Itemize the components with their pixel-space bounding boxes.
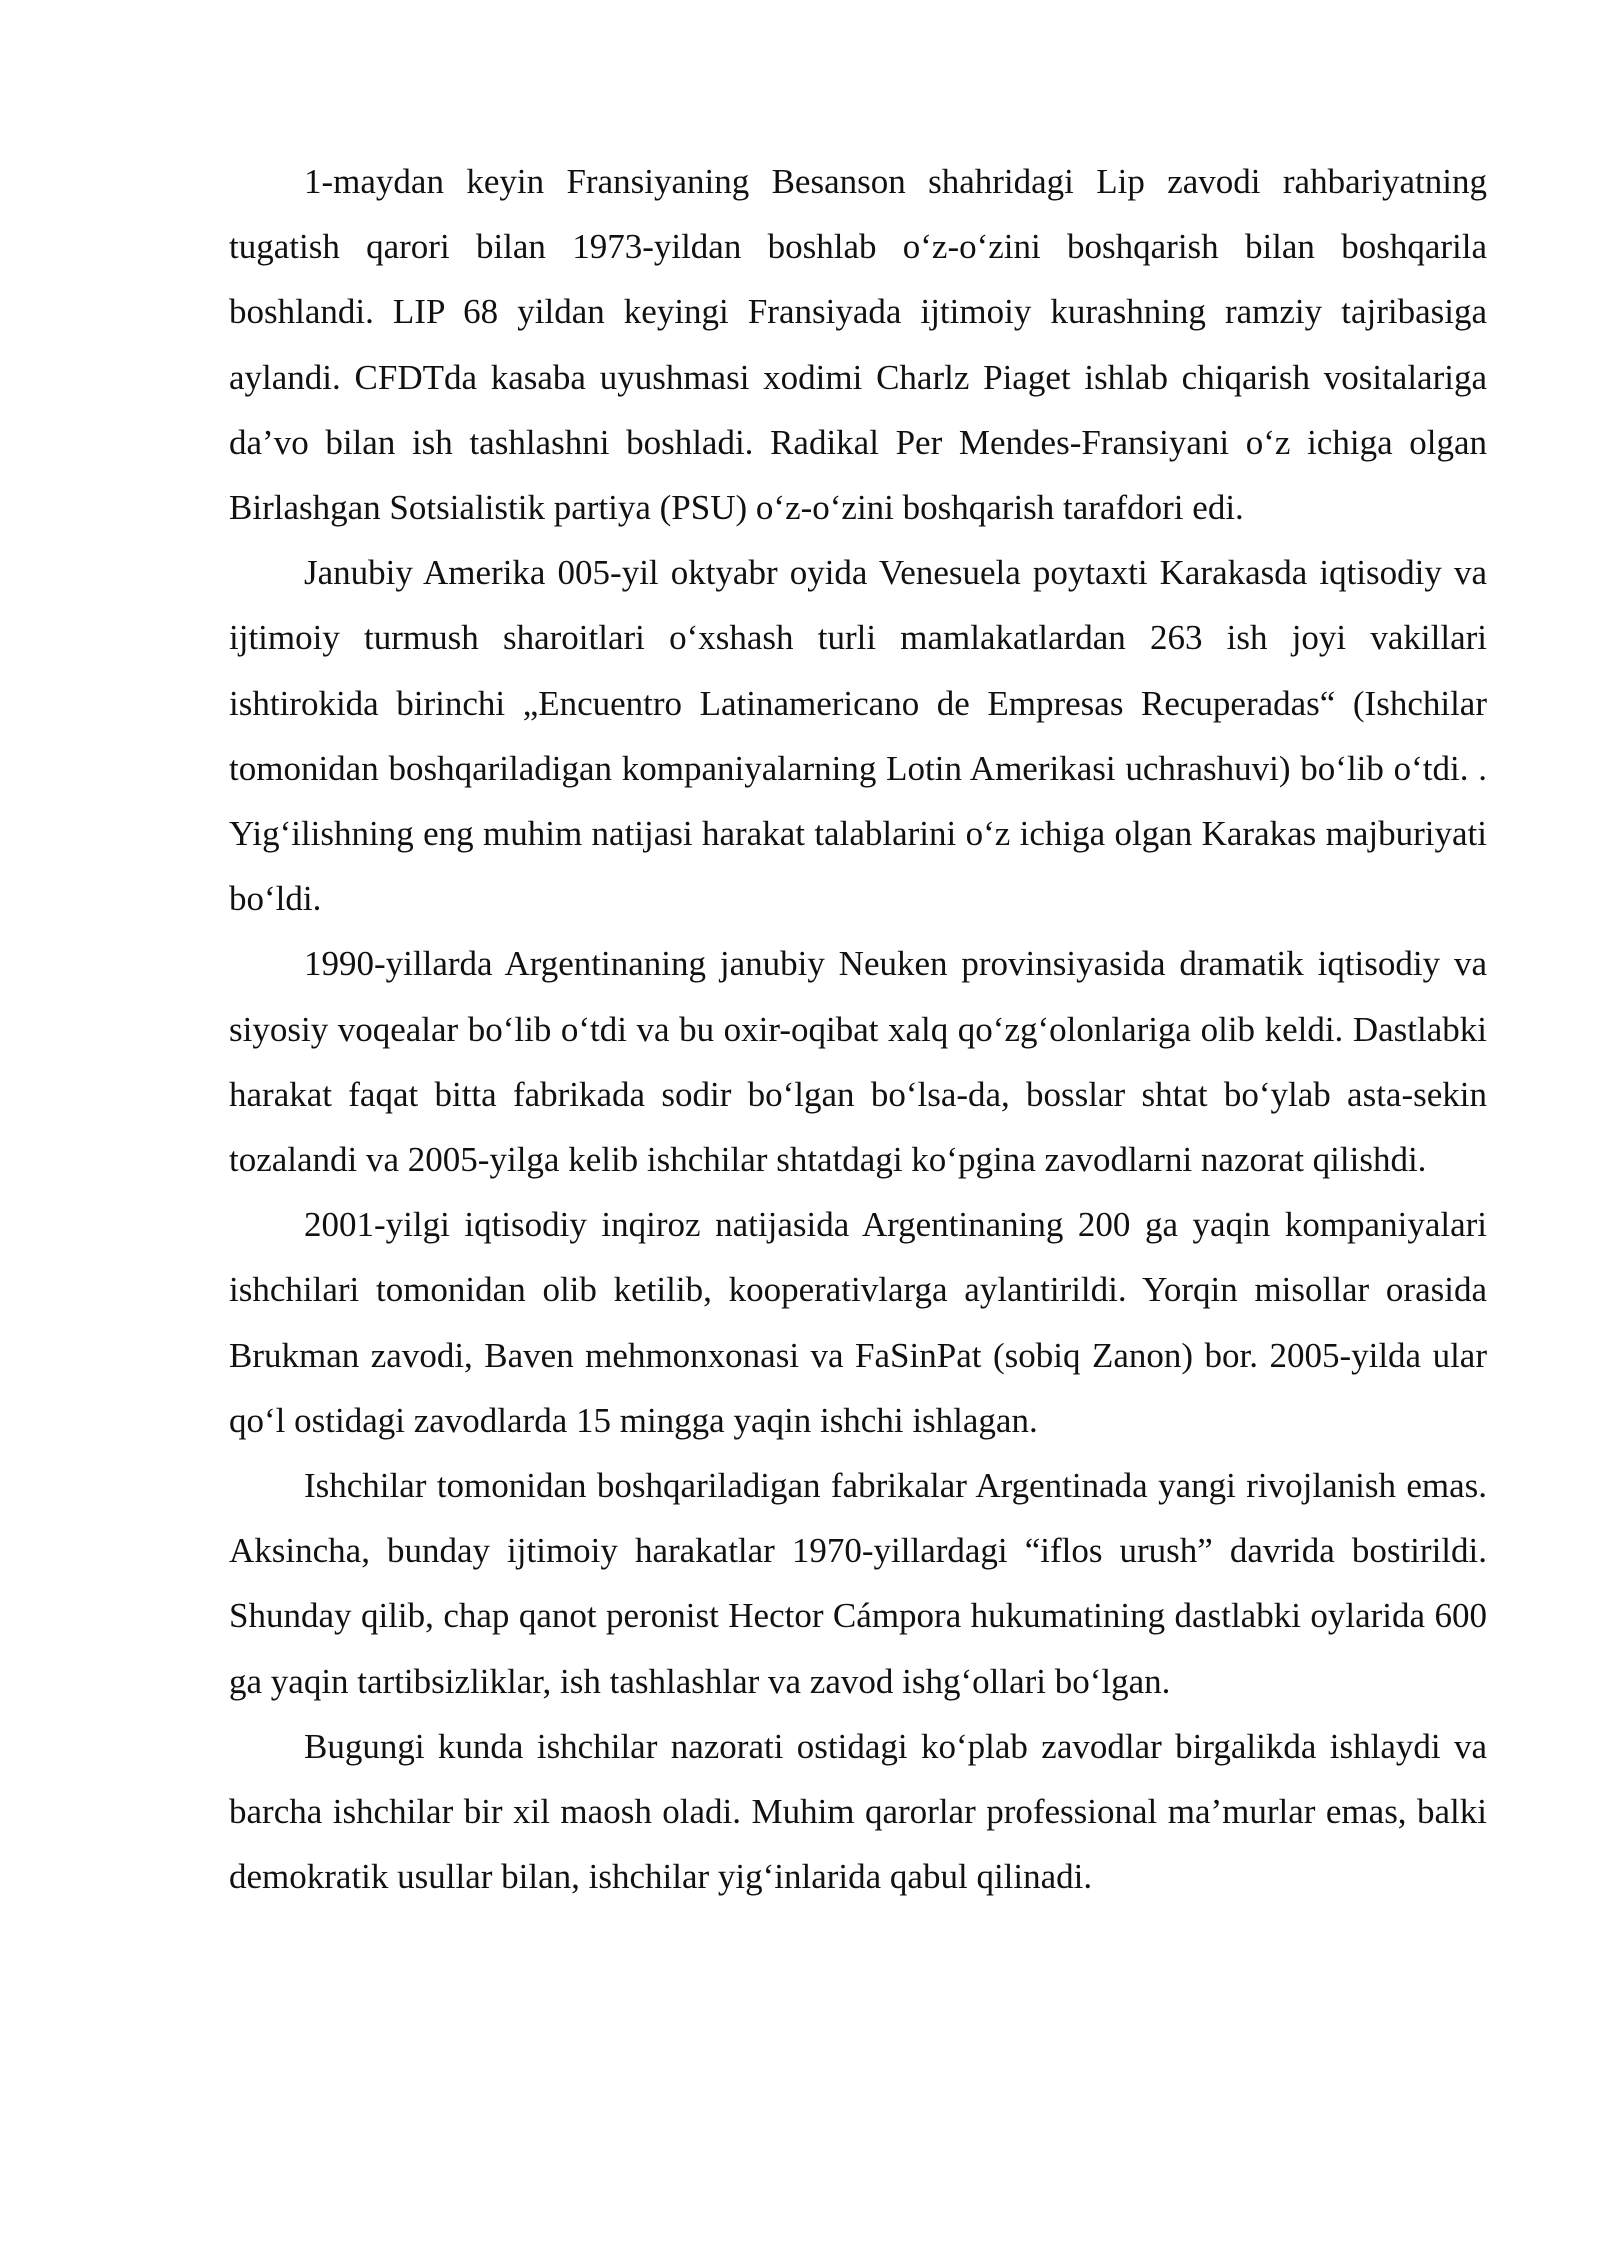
paragraph-worker-control-today: Bugungi kunda ishchilar nazorati ostidagi ko‘plab zavodlar birgalikda ishlaydi va barcha ishchilar bir xil maosh oladi. Muhim qarorlar professional ma’murlar emas, balki demokratik usullar bilan, ishchilar yig‘inlarida qabul qilinadi. xyxy=(229,1726,1487,1897)
paragraph-lip-factory: 1-maydan keyin Fransiyaning Besanson shahridagi Lip zavodi rahbariyatning tugatish qarori bilan 1973-yildan boshlab o‘z-o‘zini boshqarish bilan boshqarila boshlandi. LIP 68 yildan keyingi Fransiyada ijtimoiy kurashning ramziy tajribasiga aylandi. CFDTda kasaba uyushmasi xodimi Charlz Piaget ishlab chiqarish vositalariga da’vo bilan ish tashlashni boshladi. Radikal Per Mendes-Fransiyani o‘z ichiga olgan Birlashgan Sotsialistik partiya (PSU) o‘z-o‘zini boshqarish tarafdori edi. xyxy=(229,162,1487,528)
paragraph-2001-crisis: 2001-yilgi iqtisodiy inqiroz natijasida Argentinaning 200 ga yaqin kompaniyalari ishchilari tomonidan olib ketilib, kooperativlarga aylantirildi. Yorqin misollar orasida Brukman zavodi, Baven mehmonxonasi va FaSinPat (sobiq Zanon) bor. 2005-yilda ular qo‘l ostidagi zavodlarda 15 mingga yaqin ishchi ishlagan. xyxy=(229,1205,1487,1440)
document-body xyxy=(229,149,1487,1909)
paragraph-dirty-war: Ishchilar tomonidan boshqariladigan fabrikalar Argentinada yangi rivojlanish emas. Aksincha, bunday ijtimoiy harakatlar 1970-yillardagi “iflos urush” davrida bostirildi. Shunday qilib, chap qanot peronist Hector Cámpora hukumatining dastlabki oylarida 600 ga yaqin tartibsizliklar, ish tashlashlar va zavod ishg‘ollari bo‘lgan. xyxy=(229,1466,1487,1701)
paragraph-caracas-meeting: Janubiy Amerika 005-yil oktyabr oyida Venesuela poytaxti Karakasda iqtisodiy va ijtimoiy turmush sharoitlari o‘xshash turli mamlakatlardan 263 ish joyi vakillari ishtirokida birinchi „Encuentro Latinamericano de Empresas Recuperadas“ (Ishchilar tomonidan boshqariladigan kompaniyalarning Lotin Amerikasi uchrashuvi) bo‘lib o‘tdi. . Yig‘ilishning eng muhim natijasi harakat talablarini o‘z ichiga olgan Karakas majburiyati bo‘ldi. xyxy=(229,553,1487,919)
paragraph-neuquen-1990s: 1990-yillarda Argentinaning janubiy Neuken provinsiyasida dramatik iqtisodiy va siyosiy voqealar bo‘lib o‘tdi va bu oxir-oqibat xalq qo‘zg‘olonlariga olib keldi. Dastlabki harakat faqat bitta fabrikada sodir bo‘lgan bo‘lsa-da, bosslar shtat bo‘ylab asta-sekin tozalandi va 2005-yilga kelib ishchilar shtatdagi ko‘pgina zavodlarni nazorat qilishdi. xyxy=(229,944,1487,1180)
